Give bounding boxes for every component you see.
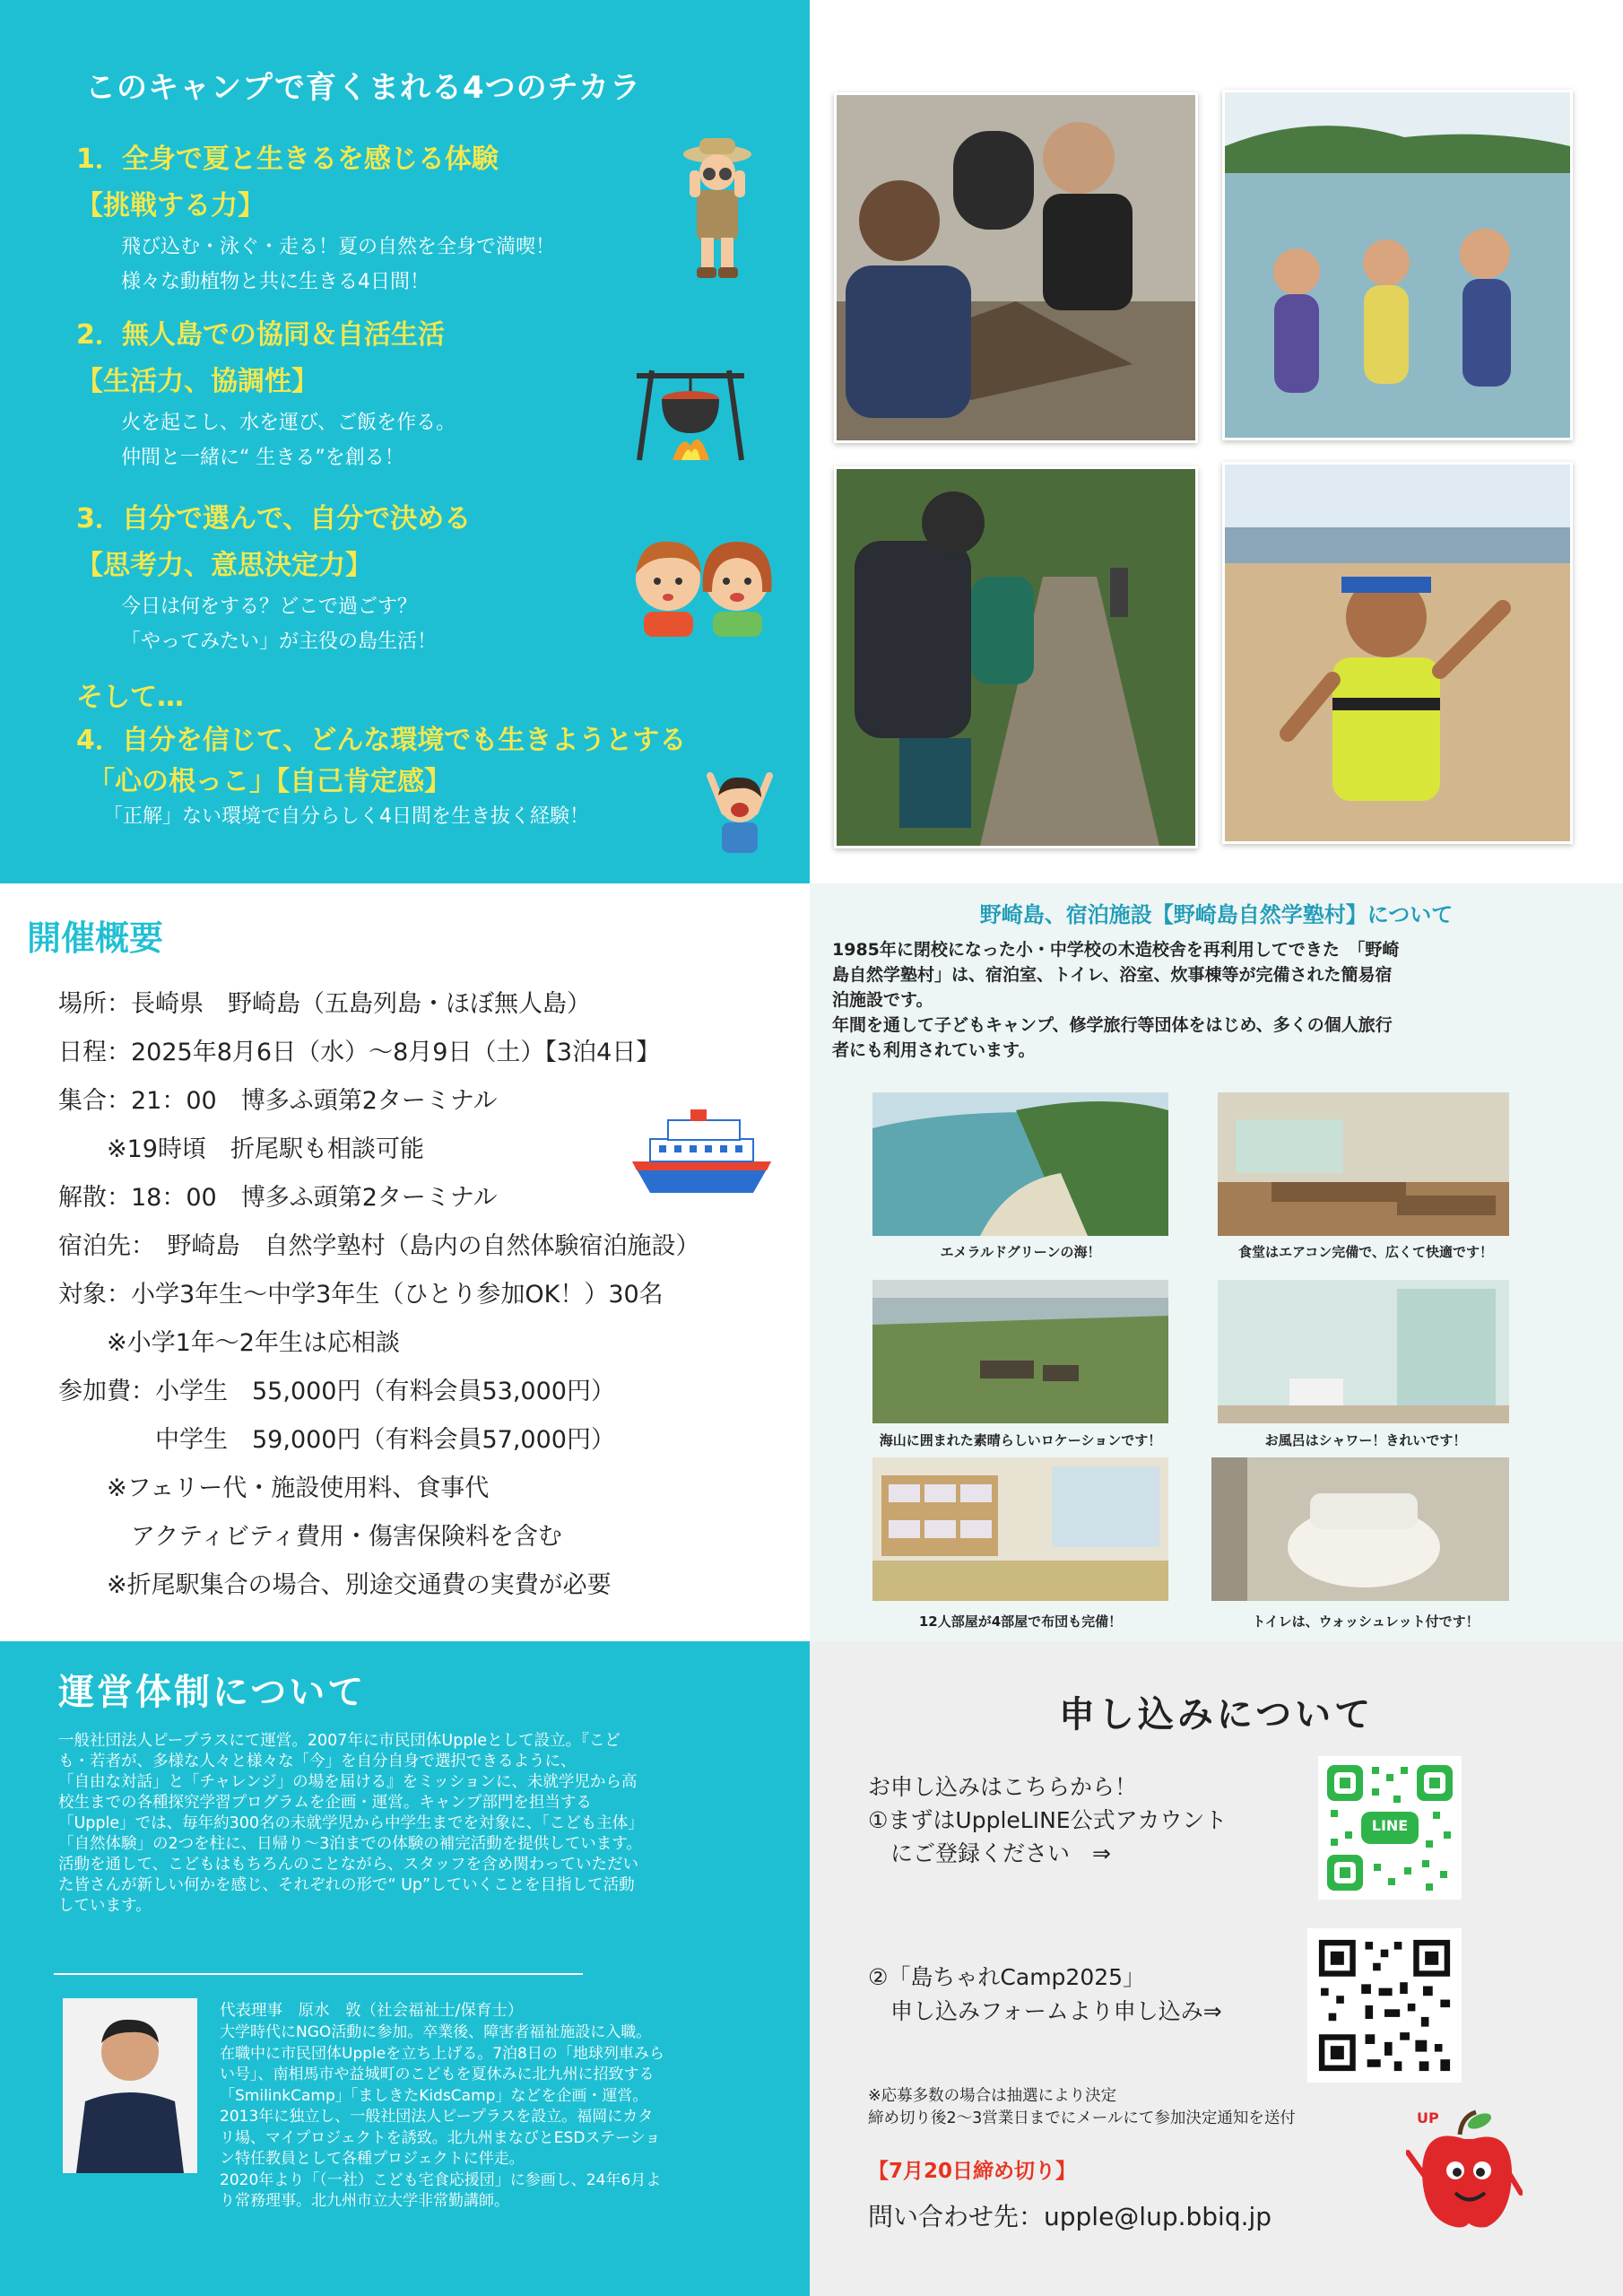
management-text-line: 一般社団法人ピープラスにて運営。2007年に市民団体Uppleとして設立。『こど [58,1732,621,1750]
management-title: 運営体制について [58,1672,367,1713]
apply-section [810,1641,1623,2296]
photo-location [872,1280,1168,1423]
caption-bath: お風呂はシャワー！きれいです！ [1264,1432,1467,1448]
campfire-pot-illustration [632,363,749,462]
management-text-line: た皆さんが新しい何かを感じ、それぞれの形で“ Up”していくことを目指して活動 [58,1876,635,1894]
soshite-text: そして… [76,682,184,713]
power-heading: 1．全身で夏と生きるを感じる体験 [76,144,499,175]
bio-line: 2013年に独立し、一般社団法人ピープラスを設立。福岡にカタ [220,2108,654,2126]
overview-schedule: 日程：2025年8月6日（水）～8月9日（土）【3泊4日】 [58,1039,661,1066]
representative-bio [220,2022,664,2213]
power-item-2 [76,312,456,470]
application-form-qr-code[interactable] [1307,1928,1462,2083]
facility-title: 野崎島、宿泊施設【野崎島自然学塾村】について [979,902,1454,927]
management-text-line: 「自然体験」の2つを柱に、日帰り～3泊までの体験の補完活動を提供しています。 [58,1835,642,1853]
apply-step2-line1: ②「島ちゃれCamp2025」 [868,1964,1146,1990]
photo-girls-in-sea [1222,90,1573,440]
apply-intro: お申し込みはこちらから！ [868,1774,1138,1800]
facility-text-line: 泊施設です。 [832,990,933,1010]
overview-fee-note: アクティビティ費用・傷害保険料を含む [58,1523,562,1551]
apply-step1-line1: ①まずはUppleLINE公式アカウント [868,1807,1228,1833]
power-desc: 飛び込む・泳ぐ・走る！夏の自然を全身で満喫！ [121,236,556,258]
facility-section [810,883,1623,1641]
overview-place: 場所：長崎県 野崎島（五島列島・ほぼ無人島） [58,990,591,1018]
management-description [58,1731,644,1917]
apply-step1-line2: にご登録ください ⇒ [868,1840,1111,1866]
overview-fee-elementary: 参加費：小学生 55,000円（有料会員53,000円） [58,1378,615,1405]
overview-fee-note: ※折尾駅集合の場合、別途交通費の実費が必要 [58,1571,612,1599]
cheering-kid-illustration [699,767,780,857]
photo-dining-hall [1218,1092,1509,1236]
photo-bathroom [1218,1280,1509,1423]
apply-note-notification: 締め切り後2～3営業日までにメールにて参加決定通知を送付 [868,2109,1296,2127]
overview-section [0,883,810,1641]
power-desc: 仲間と一緒に“ 生きる”を創る！ [121,447,404,469]
management-text-line: 「Upple」では、毎年約300名の未就学児から中学生までを対象に、「こども主体」 [58,1814,644,1832]
caption-bedroom: 12人部屋が4部屋で布団も完備！ [918,1613,1123,1630]
bio-line: 「SmilinkCamp」「ましきたKidsCamp」などを企画・運営。 [220,2086,648,2105]
overview-title: 開催概要 [27,918,164,958]
power-subheading: 【挑戦する力】 [76,190,265,222]
kids-illustration [628,529,780,637]
power-item-3 [76,496,471,654]
overview-fee-junior: 中学生 59,000円（有料会員57,000円） [58,1426,615,1454]
representative-title: 代表理事 原水 敦（社会福祉士/保育士） [220,2002,524,2020]
line-qr-code[interactable] [1318,1756,1462,1900]
caption-sea: エメラルドグリーンの海！ [940,1244,1101,1260]
overview-lodging: 宿泊先： 野崎島 自然学塾村（島内の自然体験宿泊施設） [58,1232,700,1260]
facility-text-line: 1985年に閉校になった小・中学校の木造校舎を再利用してできた 「野崎 [832,940,1400,960]
management-section [0,1641,810,2296]
apply-note-lottery: ※応募多数の場合は抽選により決定 [868,2087,1117,2105]
bio-line: 2020年より「（一社）こども宅食応援団」に参画し、24年6月よ [220,2170,662,2189]
divider [54,1973,583,1975]
bio-line: い号」、南相馬市や益城町のこどもを夏休みに北九州に招致する [220,2066,655,2083]
facility-description [832,937,1399,1063]
photo-kids-building-fire [834,92,1198,443]
power-item-1 [76,136,555,294]
management-text-line: しています。 [58,1897,152,1915]
power-subheading: 【思考力、意思決定力】 [76,550,372,581]
overview-dismissal: 解散：18：00 博多ふ頭第2ターミナル [58,1184,498,1212]
bio-line: り常務理事。北九州市立大学非常勤講師。 [220,2192,509,2210]
mascot-up-text: UP [1417,2109,1439,2126]
caption-toilet: トイレは、ウォッシュレット付です！ [1252,1613,1480,1630]
photo-bedroom [872,1457,1168,1601]
camp-photos-section [810,0,1623,883]
bio-line: 在職中に市民団体Uppleを立ち上げる。7泊8日の「地球列車みら [220,2044,664,2063]
bio-line: 大学時代にNGO活動に参加。卒業後、障害者福祉施設に入職。 [220,2023,652,2041]
ferry-illustration [628,1108,776,1197]
photo-emerald-sea [872,1092,1168,1236]
management-text-line: も・若者が、多様な人々と様々な「今」を自分自身で選択できるように、 [58,1752,577,1770]
caption-dining: 食堂はエアコン完備で、広くて快適です！ [1238,1244,1493,1260]
power-item-4-desc: 「正解」ない環境で自分らしく4日間を生き抜く経験！ [103,805,589,828]
power-subheading: 【生活力、協調性】 [76,366,318,397]
overview-meeting: 集合：21：00 博多ふ頭第2ターミナル [58,1087,498,1115]
overview-target: 対象：小学3年生～中学3年生（ひとり参加OK！）30名 [58,1281,664,1309]
management-text-line: 校生までの各種探究学習プログラムを企画・運営。キャンプ部門を担当する [58,1794,592,1812]
overview-fee-note: ※フェリー代・施設使用料、食事代 [58,1474,490,1502]
powers-title: このキャンプで育くまれる4つのチカラ [85,70,641,106]
overview-target-note: ※小学1年～2年生は応相談 [58,1329,400,1357]
apply-step2-line2: 申し込みフォームより申し込み⇒ [868,1998,1222,2024]
power-heading: 2．無人島での協同＆自活生活 [76,319,445,351]
power-desc: 様々な動植物と共に生きる4日間！ [121,271,430,293]
bio-line: リ場、マイプロジェクトを誘致。北九州まなびとESDステーショ [220,2128,661,2147]
power-heading: 3．自分で選んで、自分で決める [76,503,472,535]
photo-boy-life-jacket [1222,462,1573,844]
power-desc: 「やってみたい」が主役の島生活！ [121,631,438,653]
overview-meeting-note: ※19時頃 折尾駅も相談可能 [58,1135,424,1163]
apply-contact: 問い合わせ先：upple@lup.bbiq.jp [868,2202,1272,2231]
apply-title: 申し込みについて [1058,1694,1375,1735]
power-desc: 今日は何をする？どこで過ごす？ [121,596,418,618]
power-desc: 火を起こし、水を運び、ご飯を作る。 [121,412,456,434]
photo-hiking-trail [834,466,1198,848]
powers-section [0,0,810,883]
bio-line: ン特任教員として各種プロジェクトに伴走。 [220,2150,525,2168]
explorer-illustration [677,135,758,287]
line-logo-text: LINE [1371,1817,1409,1834]
power-item-4-heading: 4．自分を信じて、どんな環境でも生きようとする [76,725,687,756]
facility-text-line: 年間を通して子どもキャンプ、修学旅行等団体をはじめ、多くの個人旅行 [832,1015,1393,1035]
caption-location: 海山に囲まれた素晴らしいロケーションです！ [879,1432,1162,1448]
apply-deadline: 【7月20日締め切り】 [868,2160,1077,2183]
representative-photo [63,1998,197,2173]
management-text-line: 「自由な対話」と「チャレンジ」の場を届ける』をミッションに、未就学児から高 [58,1773,638,1791]
facility-text-line: 者にも利用されています。 [832,1040,1036,1060]
facility-text-line: 島自然学塾村」は、宿泊室、トイレ、浴室、炊事棟等が完備された簡易宿 [832,965,1393,985]
power-item-4-subheading: 「心の根っこ」【自己肯定感】 [88,766,451,797]
photo-toilet [1211,1457,1509,1601]
management-text-line: 活動を通して、こどもはもちろんのことながら、スタッフを含め関わっていただい [58,1856,638,1874]
